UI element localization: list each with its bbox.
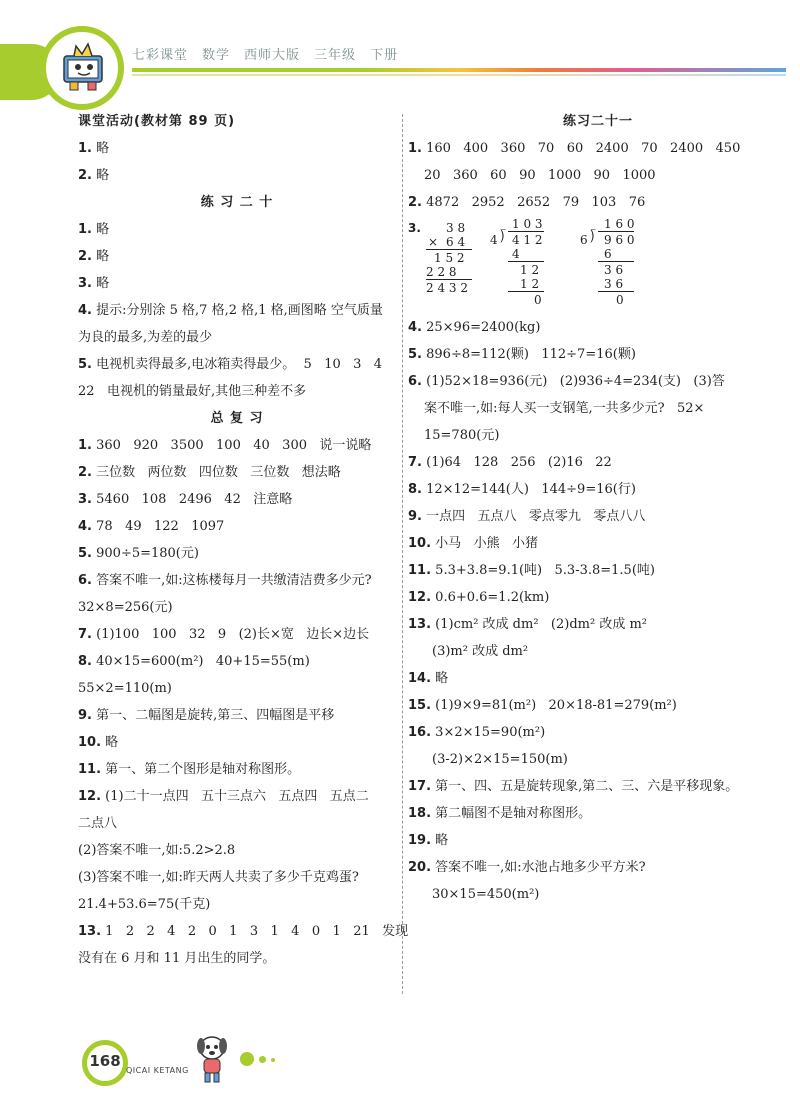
answer-text: 第二幅图不是轴对称图形。 — [435, 806, 592, 821]
answer-line — [408, 692, 788, 719]
book-mascot-icon — [54, 40, 114, 96]
item-number: 18. — [408, 806, 432, 821]
answer-line — [408, 503, 788, 530]
div1-step: 4 — [512, 247, 520, 261]
answer-continuation: (3-2)×2×15=150(m) — [432, 752, 568, 767]
item-number: 2. — [78, 465, 92, 480]
answer-line — [408, 476, 788, 503]
calc-rule — [426, 279, 472, 280]
item-number: 2. — [78, 168, 92, 183]
answer-line — [78, 783, 396, 810]
mul-bottom: 6 4 — [446, 235, 466, 249]
answer-text: 3×2×15=90(m²) — [435, 725, 546, 740]
answer-line — [408, 530, 788, 557]
answer-text: 电视机卖得最多,电冰箱卖得最少。 5 10 3 4 — [96, 357, 383, 372]
answer-text: 略 — [435, 671, 449, 686]
answer-continuation: 21.4+53.6=75(千克) — [78, 897, 211, 912]
answer-text: 896÷8=112(颗) 112÷7=16(颗) — [426, 347, 636, 362]
answer-text: 略 — [96, 276, 110, 291]
answer-line — [408, 800, 788, 827]
answer-continuation: 30×15=450(m²) — [432, 887, 540, 902]
answer-line — [78, 702, 396, 729]
vertical-calculations — [408, 218, 788, 310]
decorative-dot — [259, 1056, 266, 1063]
item-number: 1. — [78, 141, 92, 156]
div2-dividend: 9 6 0 — [604, 233, 635, 247]
answer-line — [78, 918, 409, 945]
answer-text: (1)52×18=936(元) (2)936÷4=234(支) (3)答 — [426, 374, 725, 389]
answer-text: 略 — [96, 141, 110, 156]
section-heading: 练 习 二 十 — [200, 195, 274, 210]
answer-line — [78, 648, 396, 675]
div1-divisor: 4 — [490, 233, 498, 247]
answer-continuation: 32×8=256(元) — [78, 600, 173, 615]
item-number: 3. — [408, 221, 421, 235]
calc-rule — [508, 261, 544, 262]
mul-result: 2 4 3 2 — [426, 281, 468, 295]
answer-line — [78, 567, 396, 594]
item-number: 1. — [408, 141, 422, 156]
answer-line — [78, 486, 396, 513]
item-number: 13. — [78, 924, 102, 939]
answer-text: 160 400 360 70 60 2400 70 2400 450 — [426, 141, 741, 156]
header-color-bar-thin — [132, 74, 786, 76]
item-number: 9. — [408, 509, 422, 524]
item-number: 4. — [408, 320, 422, 335]
answer-line — [78, 270, 396, 297]
mul-partial-2: 2 2 8 — [426, 265, 457, 279]
item-number: 4. — [78, 303, 92, 318]
item-number: 11. — [408, 563, 432, 578]
answer-text: 答案不唯一,如:这栋楼每月一共缴清洁费多少元? — [96, 573, 372, 588]
answer-text: 360 920 3500 100 40 300 说一说略 — [96, 438, 372, 453]
left-column — [78, 108, 409, 972]
item-number: 2. — [408, 195, 422, 210]
answer-continuation: (3)答案不唯一,如:昨天两人共卖了多少千克鸡蛋? — [78, 870, 359, 885]
item-number: 1. — [78, 222, 92, 237]
answer-line — [408, 135, 788, 162]
answer-text: (1)100 100 32 9 (2)长×宽 边长×边长 — [96, 627, 370, 642]
answer-continuation: 为良的最多,为差的最少 — [78, 330, 213, 345]
div1-quotient: 1 0 3 — [512, 217, 543, 231]
answer-text: 小马 小熊 小猪 — [435, 536, 538, 551]
answer-text: 4872 2952 2652 79 103 76 — [426, 195, 646, 210]
answer-continuation: 22 电视机的销量最好,其他三种差不多 — [78, 384, 307, 399]
dog-mascot-icon — [190, 1032, 234, 1086]
header-title-part: 三年级 — [314, 48, 357, 63]
answer-text: 12×12=144(人) 144÷9=16(行) — [426, 482, 636, 497]
answer-text: 略 — [96, 222, 110, 237]
answer-line — [408, 827, 788, 854]
calc-rule — [598, 291, 634, 292]
item-number: 19. — [408, 833, 432, 848]
item-number: 12. — [408, 590, 432, 605]
item-number: 7. — [408, 455, 422, 470]
answer-text: (1)64 128 256 (2)16 22 — [426, 455, 612, 470]
division-bracket: ⟌ — [590, 230, 596, 246]
answer-text: 略 — [105, 735, 119, 750]
answer-text: 第一、二幅图是旋转,第三、四幅图是平移 — [96, 708, 335, 723]
div2-step: 6 — [604, 247, 612, 261]
item-number: 9. — [78, 708, 92, 723]
calc-rule — [426, 249, 472, 250]
answer-text: 25×96=2400(kg) — [426, 320, 541, 335]
answer-text: 5460 108 2496 42 注意略 — [96, 492, 293, 507]
item-number: 7. — [78, 627, 92, 642]
div2-remainder: 0 — [616, 293, 624, 307]
item-number: 1. — [78, 438, 92, 453]
column-divider — [402, 114, 403, 994]
header-title-part: 数学 — [202, 48, 231, 63]
answer-line — [408, 341, 788, 368]
answer-line — [78, 540, 396, 567]
calc-rule — [508, 231, 544, 232]
answer-text: 提示:分别涂 5 格,7 格,2 格,1 格,画图略 空气质量 — [96, 303, 383, 318]
header-title-part: 西师大版 — [244, 48, 301, 63]
item-number: 11. — [78, 762, 102, 777]
answer-line — [408, 557, 788, 584]
answer-text: 第一、四、五是旋转现象,第二、三、六是平移现象。 — [435, 779, 739, 794]
decorative-dot — [240, 1052, 254, 1066]
decorative-dot — [271, 1058, 275, 1062]
calc-rule — [508, 291, 544, 292]
answer-line — [78, 135, 396, 162]
item-number: 15. — [408, 698, 432, 713]
div1-step: 1 2 — [520, 263, 540, 277]
answer-text: 40×15=600(m²) 40+15=55(m) — [96, 654, 310, 669]
item-number: 3. — [78, 492, 92, 507]
calc-rule — [598, 261, 634, 262]
header-title-part: 七彩课堂 — [132, 48, 189, 63]
answer-text: (1)cm² 改成 dm² (2)dm² 改成 m² — [435, 617, 648, 632]
answer-line — [78, 297, 396, 324]
answer-continuation: 15=780(元) — [424, 428, 500, 443]
answer-line — [408, 719, 788, 746]
answer-text: 900÷5=180(元) — [96, 546, 199, 561]
answer-text: 略 — [96, 249, 110, 264]
answer-text: 5.3+3.8=9.1(吨) 5.3-3.8=1.5(吨) — [435, 563, 655, 578]
item-number: 14. — [408, 671, 432, 686]
answer-text: 78 49 122 1097 — [96, 519, 225, 534]
page-number: 168 — [89, 1052, 121, 1070]
calc-rule — [598, 231, 634, 232]
answer-text: 0.6+0.6=1.2(km) — [435, 590, 550, 605]
item-number: 16. — [408, 725, 432, 740]
answer-line — [408, 611, 788, 638]
answer-line — [78, 459, 396, 486]
section-heading: 课堂活动(教材第 89 页) — [78, 114, 236, 129]
mul-top: 3 8 — [446, 221, 466, 235]
answer-continuation: 没有在 6 月和 11 月出生的同学。 — [78, 951, 276, 966]
div2-step: 3 6 — [604, 263, 624, 277]
item-number: 5. — [78, 546, 92, 561]
header-title-part: 下册 — [370, 48, 399, 63]
item-number: 10. — [78, 735, 102, 750]
header-title — [132, 44, 398, 63]
item-number: 5. — [408, 347, 422, 362]
div2-step: 3 6 — [604, 277, 624, 291]
answer-line — [408, 584, 788, 611]
answer-text: 一点四 五点八 零点零九 零点八八 — [426, 509, 646, 524]
answer-line — [78, 432, 396, 459]
answer-line — [408, 773, 788, 800]
item-number: 6. — [78, 573, 92, 588]
answer-continuation: 55×2=110(m) — [78, 681, 172, 696]
answer-line — [78, 162, 396, 189]
answer-line — [78, 216, 396, 243]
footer-brand: QICAI KETANG — [126, 1066, 189, 1075]
answer-line — [78, 513, 396, 540]
answer-continuation: (3)m² 改成 dm² — [432, 644, 529, 659]
section-heading: 练习二十一 — [562, 114, 633, 129]
mul-partial-1: 1 5 2 — [434, 251, 465, 265]
answer-continuation: 二点八 — [78, 816, 118, 831]
item-number: 8. — [78, 654, 92, 669]
item-number: 6. — [408, 374, 422, 389]
answer-text: 第一、第二个图形是轴对称图形。 — [105, 762, 301, 777]
header-color-bar — [132, 68, 786, 72]
item-number: 12. — [78, 789, 102, 804]
item-number: 8. — [408, 482, 422, 497]
answer-line — [408, 854, 788, 881]
answer-line — [408, 449, 788, 476]
item-number: 13. — [408, 617, 432, 632]
item-number: 10. — [408, 536, 432, 551]
answer-text: 三位数 两位数 四位数 三位数 想法略 — [96, 465, 341, 480]
section-heading: 总 复 习 — [210, 411, 264, 426]
answer-line — [78, 621, 396, 648]
answer-continuation: (2)答案不唯一,如:5.2>2.8 — [78, 843, 236, 858]
answer-text: 略 — [435, 833, 449, 848]
item-number: 5. — [78, 357, 92, 372]
right-column — [408, 108, 788, 908]
item-number: 4. — [78, 519, 92, 534]
item-number: 2. — [78, 249, 92, 264]
answer-text: (1)9×9=81(m²) 20×18-81=279(m²) — [435, 698, 677, 713]
answer-continuation: 案不唯一,如:每人买一支钢笔,一共多少元? 52× — [424, 401, 705, 416]
answer-line — [78, 351, 396, 378]
answer-line — [78, 729, 396, 756]
answer-text: 略 — [96, 168, 110, 183]
answer-line — [408, 314, 788, 341]
answer-continuation: 20 360 60 90 1000 90 1000 — [424, 168, 656, 183]
div1-step: 1 2 — [520, 277, 540, 291]
div1-dividend: 4 1 2 — [512, 233, 543, 247]
answer-line — [408, 189, 788, 216]
div1-remainder: 0 — [534, 293, 542, 307]
mul-sign: × — [428, 235, 439, 249]
item-number: 3. — [78, 276, 92, 291]
answer-text: 1 2 2 4 2 0 1 3 1 4 0 1 21 发现 — [105, 924, 409, 939]
div2-divisor: 6 — [580, 233, 588, 247]
answer-line — [408, 665, 788, 692]
answer-line — [78, 243, 396, 270]
item-number: 17. — [408, 779, 432, 794]
answer-text: (1)二十一点四 五十三点六 五点四 五点二 — [105, 789, 369, 804]
division-bracket: ⟌ — [500, 230, 506, 246]
div2-quotient: 1 6 0 — [604, 217, 635, 231]
answer-text: 答案不唯一,如:水池占地多少平方米? — [435, 860, 646, 875]
answer-line — [78, 756, 396, 783]
item-number: 20. — [408, 860, 432, 875]
answer-line — [408, 368, 788, 395]
